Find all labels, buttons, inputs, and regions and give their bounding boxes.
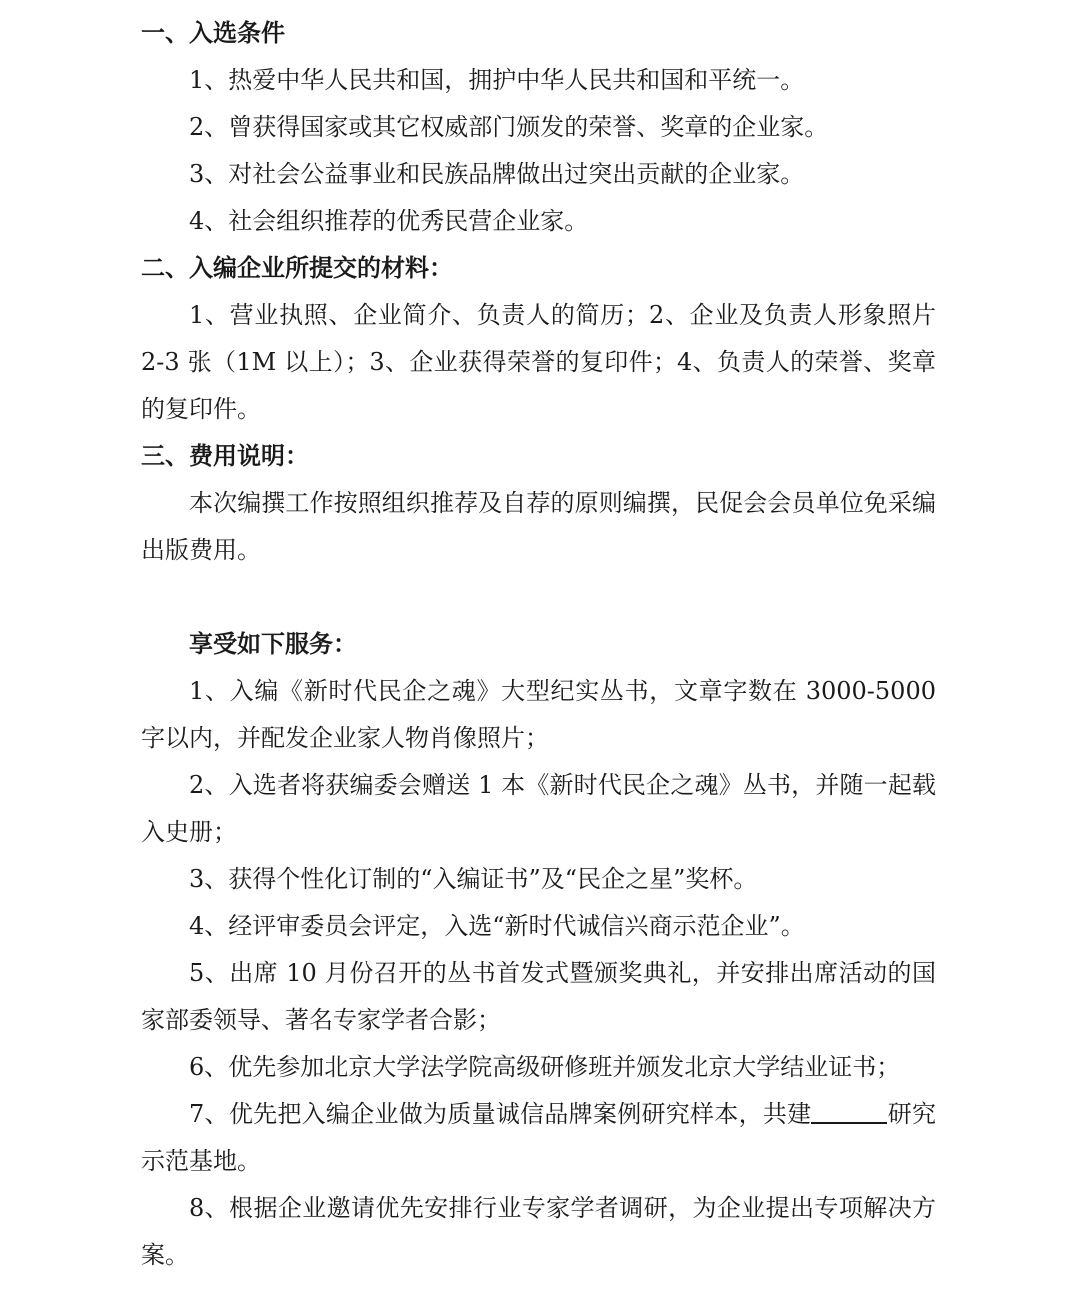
service-item-2: 2、入选者将获编委会赠送 1 本《新时代民企之魂》丛书，并随一起载入史册； — [141, 771, 936, 846]
materials-paragraph: 1、营业执照、企业简介、负责人的简历；2、企业及负责人形象照片 2-3 张（1M 以上）；3、企业获得荣誉的复印件；4、负责人的荣誉、奖章的复印件。 — [141, 301, 936, 423]
selection-item-2: 2、曾获得国家或其它权威部门颁发的荣誉、奖章的企业家。 — [189, 113, 829, 141]
section-title-services: 享受如下服务： — [189, 630, 357, 658]
selection-item-3: 3、对社会公益事业和民族品牌做出过突出贡献的企业家。 — [189, 160, 805, 188]
service-item-4: 4、经评审委员会评定，入选“新时代诚信兴商示范企业”。 — [189, 912, 805, 940]
fill-in-blank — [811, 1098, 887, 1124]
section-title-selection: 一、入选条件 — [141, 19, 285, 47]
service-item-7-text-before: 7、优先把入编企业做为质量诚信品牌案例研究样本，共建 — [189, 1100, 812, 1128]
service-item-7 — [141, 1091, 936, 1185]
section-spacer — [141, 574, 936, 621]
selection-item-4: 4、社会组织推荐的优秀民营企业家。 — [189, 207, 589, 235]
service-item-3: 3、获得个性化订制的“入编证书”及“民企之星”奖杯。 — [189, 865, 758, 893]
service-item-7-text-after: 研究示范基地。 — [141, 1100, 936, 1175]
section-title-fees: 三、费用说明： — [141, 442, 309, 470]
service-item-5: 5、出席 10 月份召开的丛书首发式暨颁奖典礼，并安排出席活动的国家部委领导、著名专家学者合影； — [141, 959, 936, 1034]
service-item-8: 8、根据企业邀请优先安排行业专家学者调研，为企业提出专项解决方案。 — [141, 1194, 936, 1269]
fees-paragraph: 本次编撰工作按照组织推荐及自荐的原则编撰，民促会会员单位免采编出版费用。 — [141, 489, 936, 564]
service-item-6: 6、优先参加北京大学法学院高级研修班并颁发北京大学结业证书； — [189, 1053, 901, 1081]
service-item-1: 1、入编《新时代民企之魂》大型纪实丛书，文章字数在 3000-5000 字以内，并配发企业家人物肖像照片； — [141, 677, 936, 752]
selection-item-1: 1、热爱中华人民共和国，拥护中华人民共和国和平统一。 — [189, 66, 805, 94]
section-title-materials: 二、入编企业所提交的材料： — [141, 254, 453, 282]
document-page — [141, 10, 936, 1279]
